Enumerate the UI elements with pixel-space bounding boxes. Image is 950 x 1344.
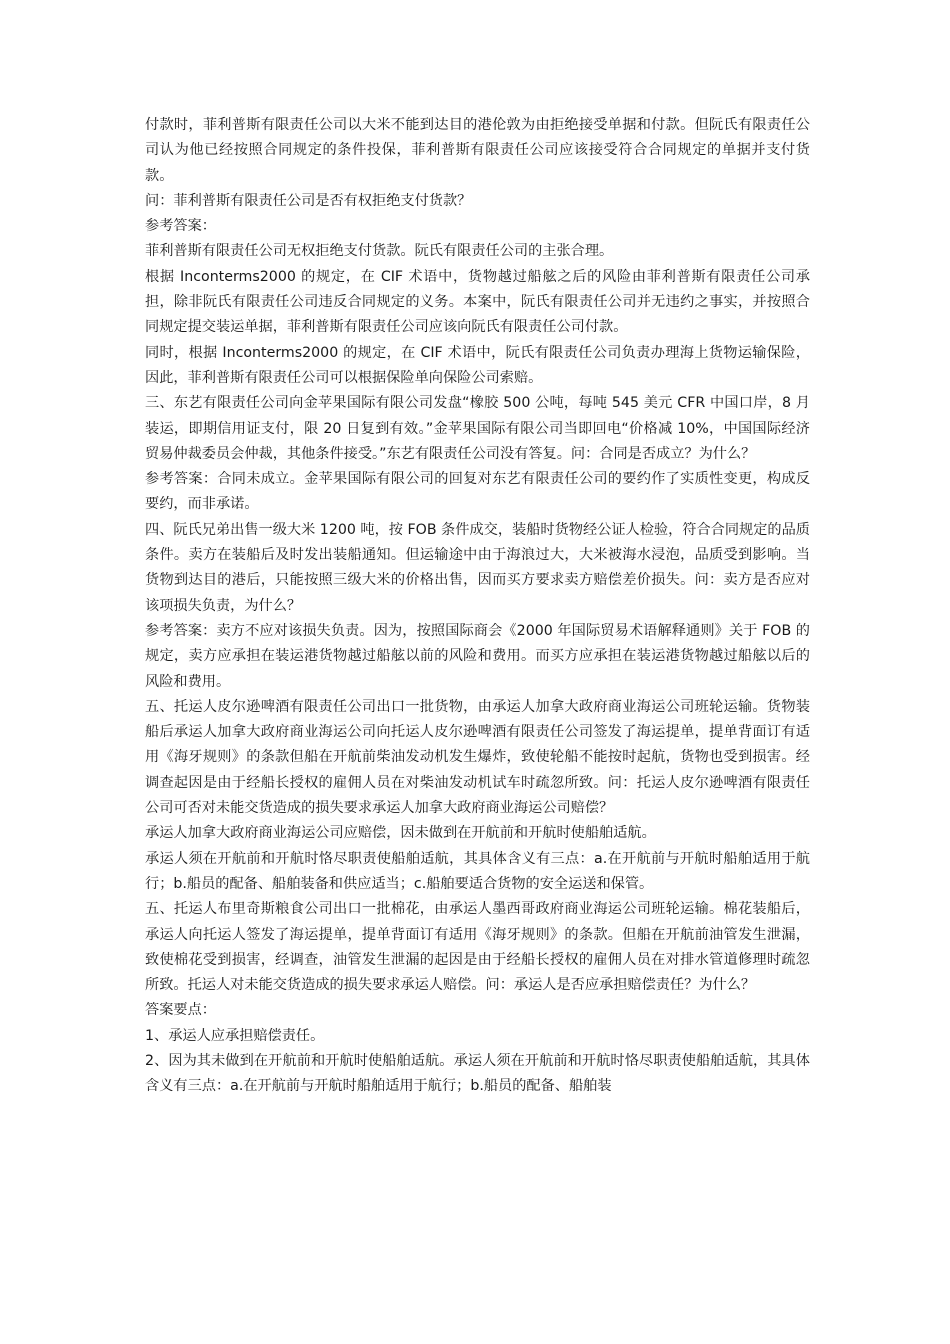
paragraph-5: 根据 Inconterms2000 的规定，在 CIF 术语中，货物越过船舷之后的风险由菲利普斯有限责任公司承担，除非阮氏有限责任公司违反合同规定的义务。本案中，阮氏有限责任公司并无违约之事实，并按照合同规定提交装运单据，菲利普斯有限责任公司应该向阮氏有限责任公司付款。: [145, 268, 810, 336]
paragraph-17: 2、因为其未做到在开航前和开航时使船舶适航。承运人须在开航前和开航时恪尽职责使船舶适航，其具体含义有三点：a.在开航前与开航时船舶适用于航行；b.船员的配备、船舶装: [145, 1052, 810, 1095]
paragraph-12: 承运人加拿大政府商业海运公司应赔偿，因未做到在开航前和开航时使船舶适航。: [145, 825, 656, 842]
document-body: [145, 113, 810, 1100]
paragraph-13: 承运人须在开航前和开航时恪尽职责使船舶适航，其具体含义有三点：a.在开航前与开航时船舶适用于航行；b.船员的配备、船舶装备和供应适当；c.船舶要适合货物的安全运送和保管。: [145, 850, 810, 892]
paragraph-2: 问：菲利普斯有限责任公司是否有权拒绝支付货款？: [145, 192, 472, 209]
paragraph-9: 四、阮氏兄弟出售一级大米 1200 吨，按 FOB 条件成交，装船时货物经公证人检验，符合合同规定的品质条件。卖方在装船后及时发出装船通知。但运输途中由于海浪过大，大米被海水浸泡，品质受到影响。当货物到达目的港后，只能按照三级大米的价格出售，因而买方要求卖方赔偿差价损失。问：卖方是否应对该项损失负责，为什么？: [145, 521, 810, 614]
paragraph-8: 参考答案：合同未成立。金苹果国际有限公司的回复对东艺有限责任公司的要约作了实质性变更，构成反要约，而非承诺。: [145, 471, 810, 513]
paragraph-16: 1、承运人应承担赔偿责任。: [145, 1027, 325, 1044]
paragraph-11: 五、托运人皮尔逊啤酒有限责任公司出口一批货物，由承运人加拿大政府商业海运公司班轮运输。货物装船后承运人加拿大政府商业海运公司向托运人皮尔逊啤酒有限责任公司签发了海运提单，提单背面订有适用《海牙规则》的条款但船在开航前柴油发动机发生爆炸，致使轮船不能按时起航，货物也受到损害。经调查起因是由于经船长授权的雇佣人员在对柴油发动机试车时疏忽所致。问：托运人皮尔逊啤酒有限责任公司可否对未能交货造成的损失要求承运人加拿大政府商业海运公司赔偿？: [145, 698, 810, 817]
paragraph-15: 答案要点：: [145, 1002, 216, 1019]
paragraph-4: 菲利普斯有限责任公司无权拒绝支付货款。阮氏有限责任公司的主张合理。: [145, 243, 614, 260]
paragraph-1: 付款时，菲利普斯有限责任公司以大米不能到达目的港伦敦为由拒绝接受单据和付款。但阮氏有限责任公司认为他已经按照合同规定的条件投保，菲利普斯有限责任公司应该接受符合合同规定的单据并支付货款。: [145, 117, 810, 184]
paragraph-10: 参考答案：卖方不应对该损失负责。因为，按照国际商会《2000 年国际贸易术语解释通则》关于 FOB 的规定，卖方应承担在装运港货物越过船舷以前的风险和费用。而买方应承担在装运港货物越过船舷以后的风险和费用。: [145, 622, 810, 690]
paragraph-6: 同时，根据 Inconterms2000 的规定，在 CIF 术语中，阮氏有限责任公司负责办理海上货物运输保险，因此，菲利普斯有限责任公司可以根据保险单向保险公司索赔。: [145, 344, 810, 386]
paragraph-3: 参考答案：: [145, 218, 216, 235]
paragraph-7: 三、东艺有限责任公司向金苹果国际有限公司发盘“橡胶 500 公吨，每吨 545 美元 CFR 中国口岸，8 月装运，即期信用证支付，限 20 日复到有效。”金苹果国际有限公司当即回电“价格减 10%，中国国际经济贸易仲裁委员会仲裁，其他条件接受。”东艺有限责任公司没有答复。问：合同是否成立？为什么？: [145, 395, 810, 462]
paragraph-14: 五、托运人布里奇斯粮食公司出口一批棉花，由承运人墨西哥政府商业海运公司班轮运输。棉花装船后，承运人向托运人签发了海运提单，提单背面订有适用《海牙规则》的条款。但船在开航前油管发生泄漏，致使棉花受到损害，经调查，油管发生泄漏的起因是由于经船长授权的雇佣人员在对排水管道修理时疏忽所致。托运人对未能交货造成的损失要求承运人赔偿。问：承运人是否应承担赔偿责任？为什么？: [145, 901, 810, 994]
